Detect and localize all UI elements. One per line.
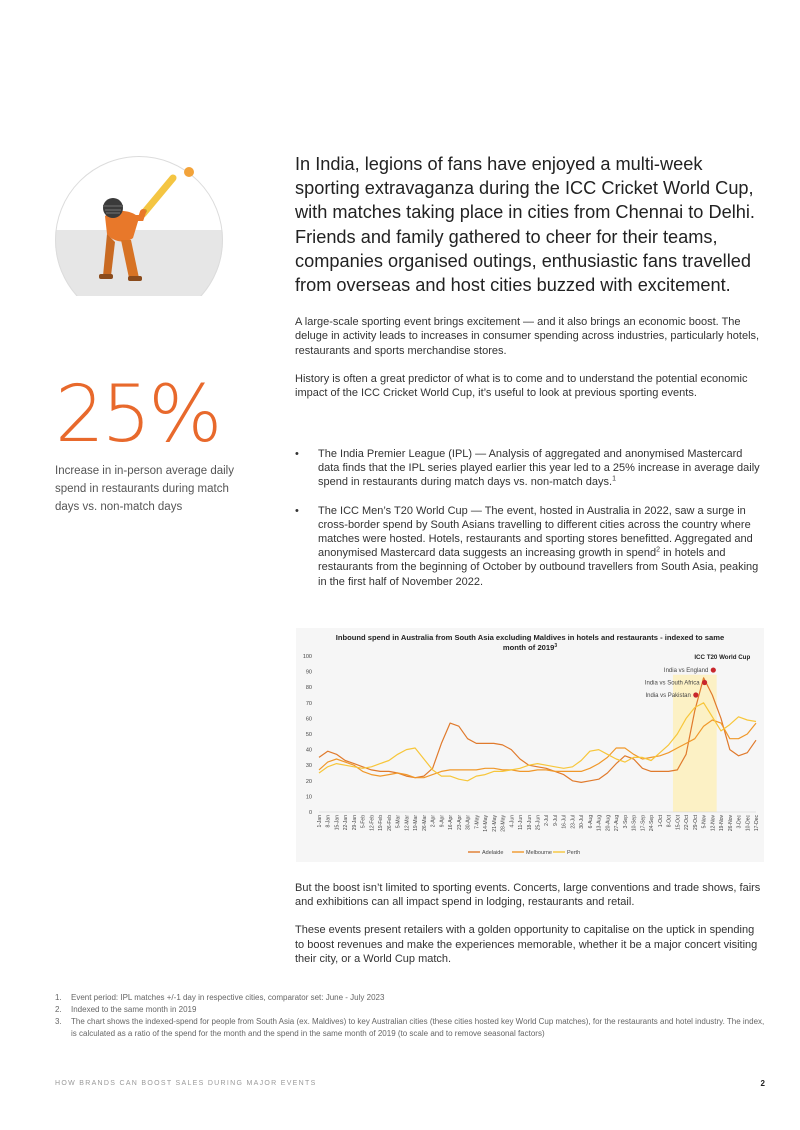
x-tick-label: 5-Feb [360,815,367,829]
footnote-ref: 3 [554,643,558,649]
x-tick-label: 9-Jul [552,815,559,826]
x-tick-label: 3-Dec [736,815,743,829]
annotation-label: India vs England [663,668,709,675]
x-tick-label: 15-Jan [334,815,341,831]
page-number: 2 [760,1079,765,1088]
y-tick-label: 0 [308,810,312,816]
x-tick-label: 19-Mar [413,815,420,831]
x-tick-label: 2-Apr [430,815,437,828]
stat-value: 25% [55,370,220,460]
x-tick-label: 23-Apr [456,815,463,831]
annotation-label: India vs South Africa [644,680,700,687]
footnote-item: 1. Event period: IPL matches +/-1 day in respective cities, comparator set: June - July 2023 [55,993,385,1002]
bullet-item-t20: • The ICC Men’s T20 World Cup — The event, hosted in Australia in 2022, saw a surge in cross-border spend by South Asians travelling to different cities across the country where matches were hosted. Hotels, restaurants and sporting stores benefitted. Aggregated and anonymised Mastercard data suggests an increasing growth in spend$^2$ in hotels and restaurants from the beginning of October by outbound travellers from South Asia, peaking in the first half of November 2022. [295,504,765,589]
footnotes [55,992,765,1040]
x-tick-label: 5-Nov [701,815,708,829]
x-tick-label: 8-Oct [666,815,673,828]
closing-text [295,881,765,966]
y-tick-label: 80 [305,685,312,692]
legend-label: Perth [567,850,581,856]
annotation-dot [711,667,716,672]
x-tick-label: 2-Jul [544,815,551,826]
body-paragraph: These events present retailers with a golden opportunity to capitalise on the uptick in spending to boost revenues and make the experiences memorable, whether it be a major concert visiting their city, or a World Cup match. [295,924,758,965]
footnote-ref: 2 [656,546,661,554]
y-tick-label: 100 [302,654,312,660]
cricket-illustration [55,156,223,296]
highlight-label: ICC T20 World Cup [694,654,751,662]
legend-label: Adelaide [482,850,504,856]
x-tick-label: 19-Nov [719,815,726,832]
x-tick-label: 6-Aug [587,815,594,829]
footer-title: HOW BRANDS CAN BOOST SALES DURING MAJOR EVENTS [55,1080,317,1087]
y-tick-label: 40 [305,747,312,754]
x-tick-label: 26-Feb [386,815,393,831]
y-tick-label: 20 [305,778,312,785]
bullet-item-ipl: • The India Premier League (IPL) — Analysis of aggregated and anonymised Mastercard data finds that the IPL series played earlier this year led to a 25% increase in average daily spend in restaurants during match days vs. non-match days.$^1$ [295,447,765,490]
x-tick-label: 29-Oct [692,815,699,831]
stat-description: Increase in in-person average daily spend in restaurants during match days vs. non-match days [55,465,234,513]
x-tick-label: 20-Aug [605,815,612,832]
x-tick-label: 10-Dec [745,815,752,832]
x-tick-label: 30-Jul [579,815,586,829]
x-tick-label: 25-Jun [535,815,542,831]
x-tick-label: 10-Sep [631,815,638,832]
x-tick-label: 8-Jan [325,815,332,828]
x-tick-label: 9-Apr [439,815,446,828]
y-tick-label: 10 [305,794,312,801]
x-tick-label: 16-Jul [561,815,568,829]
x-tick-label: 7-May [474,815,481,829]
legend-label: Melbourne [526,850,552,856]
x-tick-label: 1-Oct [657,815,664,828]
x-tick-label: 15-Oct [675,815,682,831]
x-tick-label: 18-Jun [526,815,533,831]
bullet-list [295,447,765,603]
x-tick-label: 30-Apr [465,815,472,831]
footnote-item: 2. Indexed to the same month in 2019 [55,1005,197,1014]
main-column [295,152,765,400]
footnote-item: 3. The chart shows the indexed-spend for people from South Asia (ex. Maldives) to key Australian cities (these cities hosted key World Cup matches), for the restaurants and hotel industry. The index, is calculated as a ratio of the spend for the month and the spend in the same month of 2019 (to scale and to remove seasonal factors) [55,1017,765,1038]
x-tick-label: 19-Feb [378,815,385,831]
x-tick-label: 13-Aug [596,815,603,832]
intro-paragraph: In India, legions of fans have enjoyed a multi-week sporting extravaganza during the ICC Cricket World Cup, with matches taking place in cities from Chennai to Delhi. Friends and family gathered to cheer for their teams, companies organised outings, enthusiastic fans travelled from overseas and host cities buzzed with excitement. [295,154,755,296]
line-chart [296,628,764,862]
x-tick-label: 22-Oct [684,815,691,831]
x-tick-label: 16-Apr [448,815,455,831]
y-tick-label: 50 [305,732,312,738]
chart-title: month of 2019$^3$ [502,643,558,652]
annotation-dot [693,692,698,697]
x-tick-label: 17-Dec [754,815,760,832]
body-paragraph: A large-scale sporting event brings excitement — and it also brings an economic boost. The deluge in activity leads to increases in consumer spending across industries, particularly hotels, restaurants and sports merchandise stores. [295,316,760,357]
footnote-ref: 1 [612,475,617,483]
x-tick-label: 12-Mar [404,815,411,831]
x-tick-label: 21-May [491,815,498,832]
annotation-dot [702,680,707,685]
y-tick-label: 30 [305,763,312,770]
chart-title: Inbound spend in Australia from South Asia excluding Maldives in hotels and restaurants - indexed to same [335,633,725,642]
chart-panel [296,628,764,862]
y-tick-label: 60 [305,716,312,723]
x-tick-label: 12-Nov [710,815,717,832]
x-tick-label: 26-Mar [421,815,428,831]
x-tick-label: 28-May [500,815,507,832]
x-tick-label: 26-Nov [727,815,734,832]
x-tick-label: 23-Jul [570,815,577,829]
annotation-label: India vs Pakistan [645,693,691,699]
x-tick-label: 1-Jan [317,815,323,828]
stat-callout [55,370,255,516]
x-tick-label: 24-Sep [649,815,656,832]
x-tick-label: 17-Sep [640,815,647,832]
body-paragraph: History is often a great predictor of what is to come and to understand the potential economic impact of the ICC Cricket World Cup, it’s useful to look at previous sporting events. [295,372,748,400]
x-tick-label: 12-Feb [369,815,376,831]
x-tick-label: 27-Aug [614,815,621,832]
y-tick-label: 70 [305,700,312,707]
x-tick-label: 5-Mar [395,815,402,829]
page-footer [55,1080,765,1094]
y-tick-label: 90 [305,669,312,676]
body-paragraph: But the boost isn’t limited to sporting events. Concerts, large conventions and trade shows, fairs and exhibitions can all impact spend in lodging, restaurants and retail. [295,882,761,909]
x-tick-label: 22-Jan [343,815,350,831]
x-tick-label: 29-Jan [351,815,358,831]
x-tick-label: 3-Sep [622,815,629,829]
x-tick-label: 11-Jun [518,815,525,830]
x-tick-label: 4-Jun [509,815,516,828]
x-tick-label: 14-May [483,815,490,832]
